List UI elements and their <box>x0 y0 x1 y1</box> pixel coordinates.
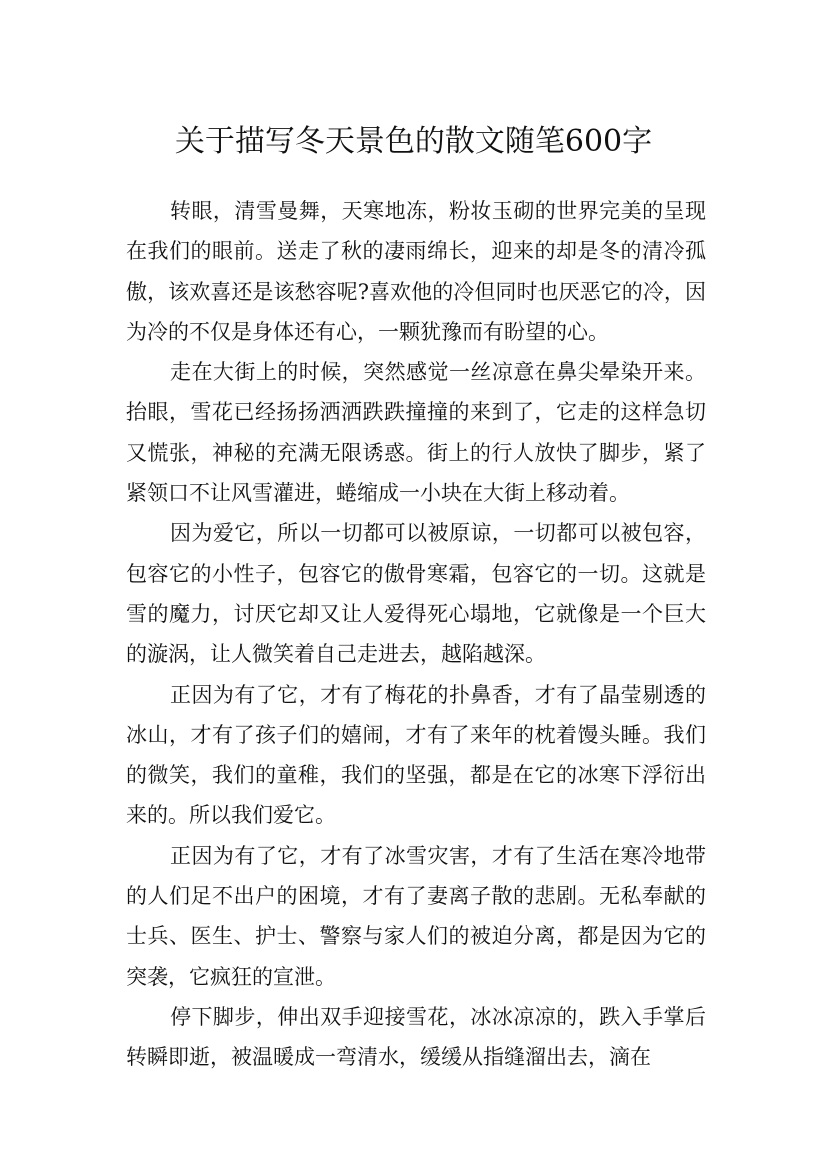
paragraph-1: 转眼，清雪曼舞，天寒地冻，粉妆玉砌的世界完美的呈现在我们的眼前。送走了秋的凄雨绵长，迎来的却是冬的清冷孤傲，该欢喜还是该愁容呢?喜欢他的冷但同时也厌恶它的冷，因为冷的不仅是身体还有心，一颗犹豫而有盼望的心。 <box>126 199 706 344</box>
paragraph-4: 正因为有了它，才有了梅花的扑鼻香，才有了晶莹剔透的冰山，才有了孩子们的嬉闹，才有了来年的枕着馒头睡。我们的微笑，我们的童稚，我们的坚强，都是在它的冰寒下浮衍出来的。所以我们爱它。 <box>126 682 706 828</box>
paragraph-2: 走在大街上的时候，突然感觉一丝凉意在鼻尖晕染开来。抬眼，雪花已经扬扬洒洒跌跌撞撞的来到了，它走的这样急切又慌张，神秘的充满无限诱惑。街上的行人放快了脚步，紧了紧领口不让风雪灌进，蜷缩成一小块在大街上移动着。 <box>126 360 706 506</box>
paragraph-3: 因为爱它，所以一切都可以被原谅，一切都可以被包容，包容它的小性子，包容它的傲骨寒霜，包容它的一切。这就是雪的魔力，讨厌它却又让人爱得死心塌地，它就像是一个巨大的漩涡，让人微笑着自己走进去，越陷越深。 <box>126 521 706 667</box>
document-body <box>126 191 706 1078</box>
document-title: 关于描写冬天景色的散文随笔600字 <box>174 124 653 160</box>
paragraph-6: 停下脚步，伸出双手迎接雪花，冰冰凉凉的，跌入手掌后转瞬即逝，被温暖成一弯清水，缓缓从指缝溜出去，滴在 <box>126 1004 706 1070</box>
paragraph-5: 正因为有了它，才有了冰雪灾害，才有了生活在寒冷地带的人们足不出户的困境，才有了妻离子散的悲剧。无私奉献的士兵、医生、护士、警察与家人们的被迫分离，都是因为它的突袭，它疯狂的宣泄。 <box>126 843 706 989</box>
